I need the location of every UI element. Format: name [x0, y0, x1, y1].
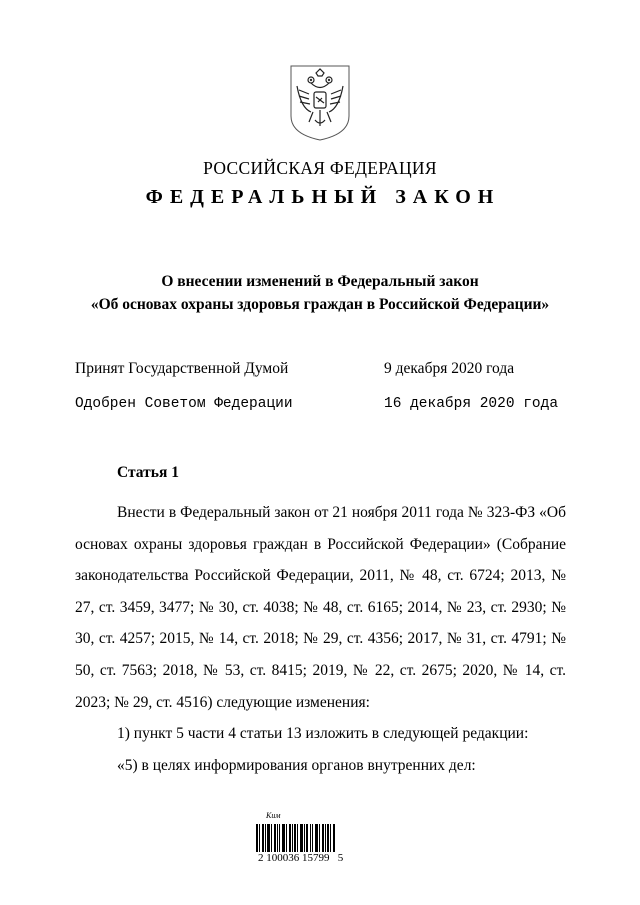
law-title-line-1: О внесении изменений в Федеральный закон [161, 273, 479, 290]
barcode-signature-mark: Ким [266, 811, 281, 820]
council-approval-date: 16 декабря 2020 года [384, 396, 559, 412]
council-approval-label: Одобрен Советом Федерации [75, 396, 293, 412]
country-name: РОССИЙСКАЯ ФЕДЕРАЦИЯ [203, 158, 437, 178]
article-body [75, 497, 566, 781]
article-item-1: 1) пункт 5 части 4 статьи 13 изложить в следующей редакции: [117, 725, 529, 743]
barcode-icon [256, 824, 336, 852]
document-type: ФЕДЕРАЛЬНЫЙ ЗАКОН [145, 186, 501, 208]
russian-coat-of-arms-icon [289, 64, 351, 142]
duma-adoption-label: Принят Государственной Думой [75, 360, 289, 377]
duma-adoption-date: 9 декабря 2020 года [384, 360, 515, 377]
article-intro-paragraph: Внести в Федеральный закон от 21 ноября 2011 года № 323-ФЗ «Об основах охраны здоровья граждан в Российской Федерации» (Собрание законодательства Российской Федерации, 2011, № 48, ст. 6724; 2013, № 27, ст. 3459, 3477; № 30, ст. 4038; № 48, ст. 6165; 2014, № 23, ст. 2930; № 30, ст. 4257; 2015, № 14, ст. 2018; № 29, ст. 4356; 2017, № 31, ст. 4791; № 50, ст. 7563; 2018, № 53, ст. 8415; 2019, № 22, ст. 2675; 2020, № 14, ст. 2023; № 29, ст. 4516) следующие изменения: [75, 504, 566, 711]
law-title [0, 270, 640, 316]
article-item-1-text: «5) в целях информирования органов внутренних дел: [117, 756, 476, 774]
article-heading: Статья 1 [117, 464, 179, 481]
law-title-line-2: «Об основах охраны здоровья граждан в Российской Федерации» [90, 296, 550, 313]
barcode-number: 2 100036 15799 5 [258, 852, 344, 864]
